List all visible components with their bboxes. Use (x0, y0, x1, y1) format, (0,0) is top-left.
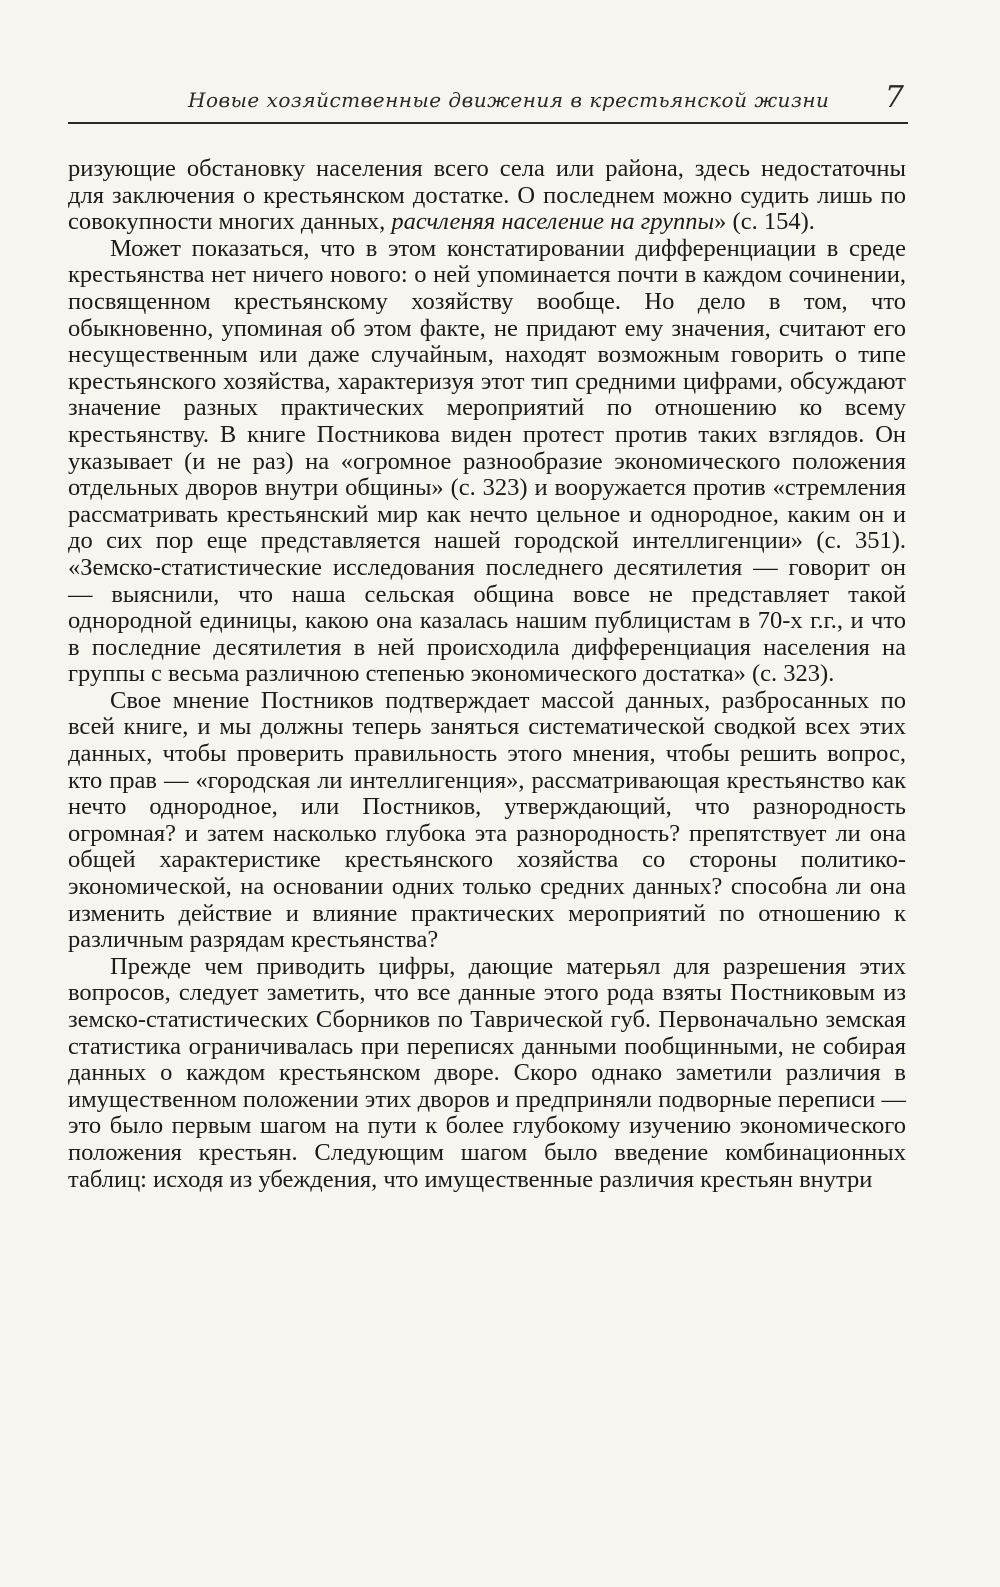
paragraph-1-emphasis: расчленяя население на группы (391, 208, 715, 236)
page-number: 7 (884, 80, 904, 115)
body-text (68, 156, 906, 1193)
paragraph-1-text-b: » (с. 154). (714, 208, 815, 236)
paragraph-4: Прежде чем приводить цифры, дающие матерьял для разрешения этих вопросов, следует заметить, что все данные этого рода взяты Постниковым из земско-статистических Сборников по Таврической губ. Первоначально земская статистика ограничивалась при переписях данными пообщинными, не собирая данных о каждом крестьянском дворе. Скоро однако заметили различия в имущественном положении этих дворов и предприняли подворные переписи — это было первым шагом на пути к более глубокому изучению экономического положения крестьян. Следующим шагом было введение комбинационных таблиц: исходя из убеждения, что имущественные различия крестьян внутри (68, 952, 906, 1193)
running-head (68, 80, 908, 124)
paragraph-1 (68, 156, 906, 236)
paragraph-2: Может показаться, что в этом констатировании дифференциации в среде крестьянства нет ничего нового: о ней упоминается почти в каждом сочинении, посвященном крестьянскому хозяйству вообще. Но дело в том, что обыкновенно, упоминая об этом факте, не придают ему значения, считают его несущественным или даже случайным, находят возможным говорить о типе крестьянского хозяйства, характеризуя этот тип средними цифрами, обсуждают значение разных практических мероприятий по отношению ко всему крестьянству. В книге Постникова виден протест против таких взглядов. Он указывает (и не раз) на «огромное разнообразие экономического положения отдельных дворов внутри общины» (с. 323) и вооружается против «стремления рассматривать крестьянский мир как нечто цельное и однородное, каким он и до сих пор еще представляется нашей городской интеллигенции» (с. 351). «Земско-статистические исследования последнего десятилетия — говорит он — выяснили, что наша сельская община вовсе не представляет такой однородной единицы, какою она казалась нашим публицистам в 70-х г.г., и что в последние десятилетия в ней происходила дифференциация населения на группы с весьма различною степенью экономического достатка» (с. 323). (68, 234, 906, 688)
paragraph-1-text-a: ризующие обстановку населения всего села или района, здесь недостаточны для заключения о крестьянском достатке. О последнем можно судить лишь по совокупности многих данных, (68, 155, 906, 236)
paragraph-3: Свое мнение Постников подтверждает массой данных, разбросанных по всей книге, и мы должны теперь заняться систематической сводкой всех этих данных, чтобы проверить правильность этого мнения, чтобы решить вопрос, кто прав — «городская ли интеллигенция», рассматривающая крестьянство как нечто однородное, или Постников, утверждающий, что разнородность огромная? и затем насколько глубока эта разнородность? препятствует ли она общей характеристике крестьянского хозяйства со стороны политико-экономической, на основании одних только средних данных? способна ли она изменить действие и влияние практических мероприятий по отношению к различным разрядам крестьянства? (68, 686, 906, 954)
running-title: Новые хозяйственные движения в крестьянской жизни (188, 88, 830, 112)
